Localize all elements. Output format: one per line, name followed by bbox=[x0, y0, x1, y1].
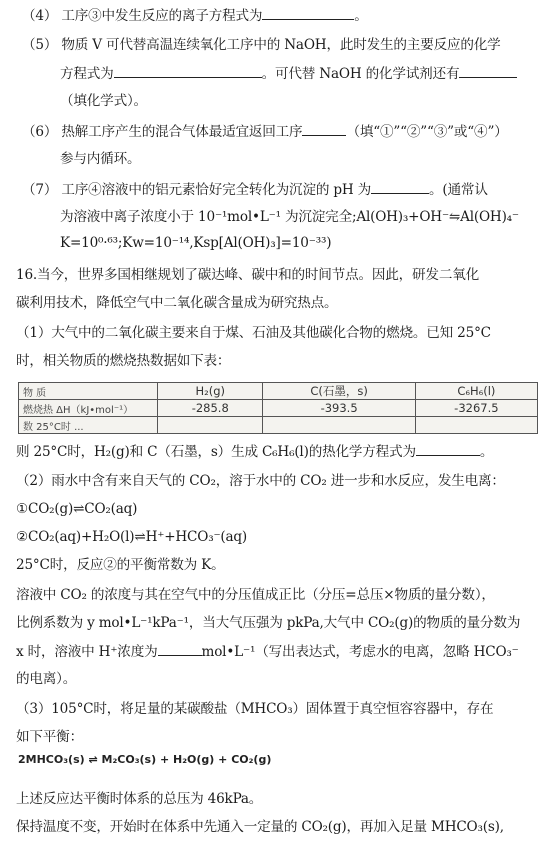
question-7-line3: K=10⁰·⁶³;Kw=10⁻¹⁴,Ksp[Al(OH)₃]=10⁻³³) bbox=[60, 235, 332, 251]
answer-blank[interactable] bbox=[416, 442, 480, 456]
part-3-line1: （3）105°C时，将足量的某碳酸盐（MHCO₃）固体置于真空恒容容器中，存在 bbox=[16, 701, 494, 717]
table-row: 物 质 H₂(g) C(石墨，s) C₆H₆(l) bbox=[19, 383, 538, 400]
answer-blank[interactable] bbox=[114, 64, 262, 78]
answer-blank[interactable] bbox=[262, 6, 354, 20]
part-2-line4: 25°C时，反应②的平衡常数为 K。 bbox=[16, 557, 225, 573]
answer-blank[interactable] bbox=[302, 122, 346, 136]
q4-text: （4） 工序③中发生反应的离子方程式为 bbox=[22, 8, 263, 24]
part-3-line2: 如下平衡： bbox=[16, 729, 83, 745]
part-2-line8: 的电离）。 bbox=[16, 671, 77, 687]
question-5-line1: （5） 物质 V 可代替高温连续氧化工序中的 NaOH，此时发生的主要反应的化学 bbox=[22, 37, 501, 53]
part-2-line7: x 时，溶液中 H⁺浓度为 mol•L⁻¹（写出表达式，考虑水的电离，忽略 HCO₃⁻ bbox=[16, 644, 519, 660]
part-3-line3: 上述反应达平衡时体系的总压为 46kPa。 bbox=[16, 791, 263, 807]
combustion-heat-table bbox=[18, 382, 538, 434]
part-1-line1: （1）大气中的二氧化碳主要来自于煤、石油及其他碳化合物的燃烧。已知 25°C bbox=[16, 325, 491, 341]
answer-blank[interactable] bbox=[459, 64, 517, 78]
question-6-line2: 参与内循环。 bbox=[60, 151, 141, 167]
part-1-line3: 则 25°C时，H₂(g)和 C（石墨，s）生成 C₆H₆(l)的热化学方程式为 。 bbox=[16, 444, 494, 460]
part-1-line2: 时，相关物质的燃烧热数据如下表： bbox=[16, 353, 231, 369]
part-2-eq1: ①CO₂(g)⇌CO₂(aq) bbox=[16, 501, 138, 517]
part-2-line6: 比例系数为 y mol•L⁻¹kPa⁻¹，当大气压强为 pkPa,大气中 CO₂(g)的物质的量分数为 bbox=[16, 615, 521, 631]
question-7-line1: （7） 工序④溶液中的铝元素恰好完全转化为沉淀的 pH 为 。(通常认 bbox=[22, 182, 488, 198]
question-6-line1: （6） 热解工序产生的混合气体最适宜返回工序 （填“①”“②”“③”或“④”） bbox=[22, 124, 508, 140]
table-row: 燃烧热 ΔH（kJ•mol⁻¹） -285.8 -393.5 -3267.5 bbox=[19, 400, 538, 417]
question-16-line2: 碳利用技术，降低空气中二氧化碳含量成为研究热点。 bbox=[16, 295, 338, 311]
question-5-line3: （填化学式）。 bbox=[60, 93, 147, 109]
part-2-line5: 溶液中 CO₂ 的浓度与其在空气中的分压值成正比（分压=总压×物质的量分数）， bbox=[16, 587, 495, 603]
part-2-line1: （2）雨水中含有来自天气的 CO₂，溶于水中的 CO₂ 进一步和水反应，发生电离： bbox=[16, 473, 505, 489]
part-2-eq2: ②CO₂(aq)+H₂O(l)⇌H⁺+HCO₃⁻(aq) bbox=[16, 529, 248, 545]
equilibrium-equation: 2MHCO₃(s) ⇌ M₂CO₃(s) + H₂O(g) + CO₂(g) bbox=[18, 753, 272, 766]
part-3-line4: 保持温度不变，开始时在体系中先通入一定量的 CO₂(g)，再加入足量 MHCO₃(s), bbox=[16, 819, 504, 835]
answer-blank[interactable] bbox=[371, 180, 429, 194]
table-row: 数 25°C时 ... bbox=[19, 417, 538, 434]
question-7-line2: 为溶液中离子浓度小于 10⁻¹mol•L⁻¹ 为沉淀完全;Al(OH)₃+OH⁻⇋Al(OH)₄⁻ bbox=[60, 209, 519, 225]
question-16-line1: 16.当今，世界多国相继规划了碳达峰、碳中和的时间节点。因此，研发二氧化 bbox=[16, 267, 480, 283]
answer-blank[interactable] bbox=[158, 642, 202, 656]
question-4: （4） 工序③中发生反应的离子方程式为 。 bbox=[22, 8, 368, 24]
question-5-line2: 方程式为 。可代替 NaOH 的化学试剂还有 bbox=[60, 64, 517, 83]
